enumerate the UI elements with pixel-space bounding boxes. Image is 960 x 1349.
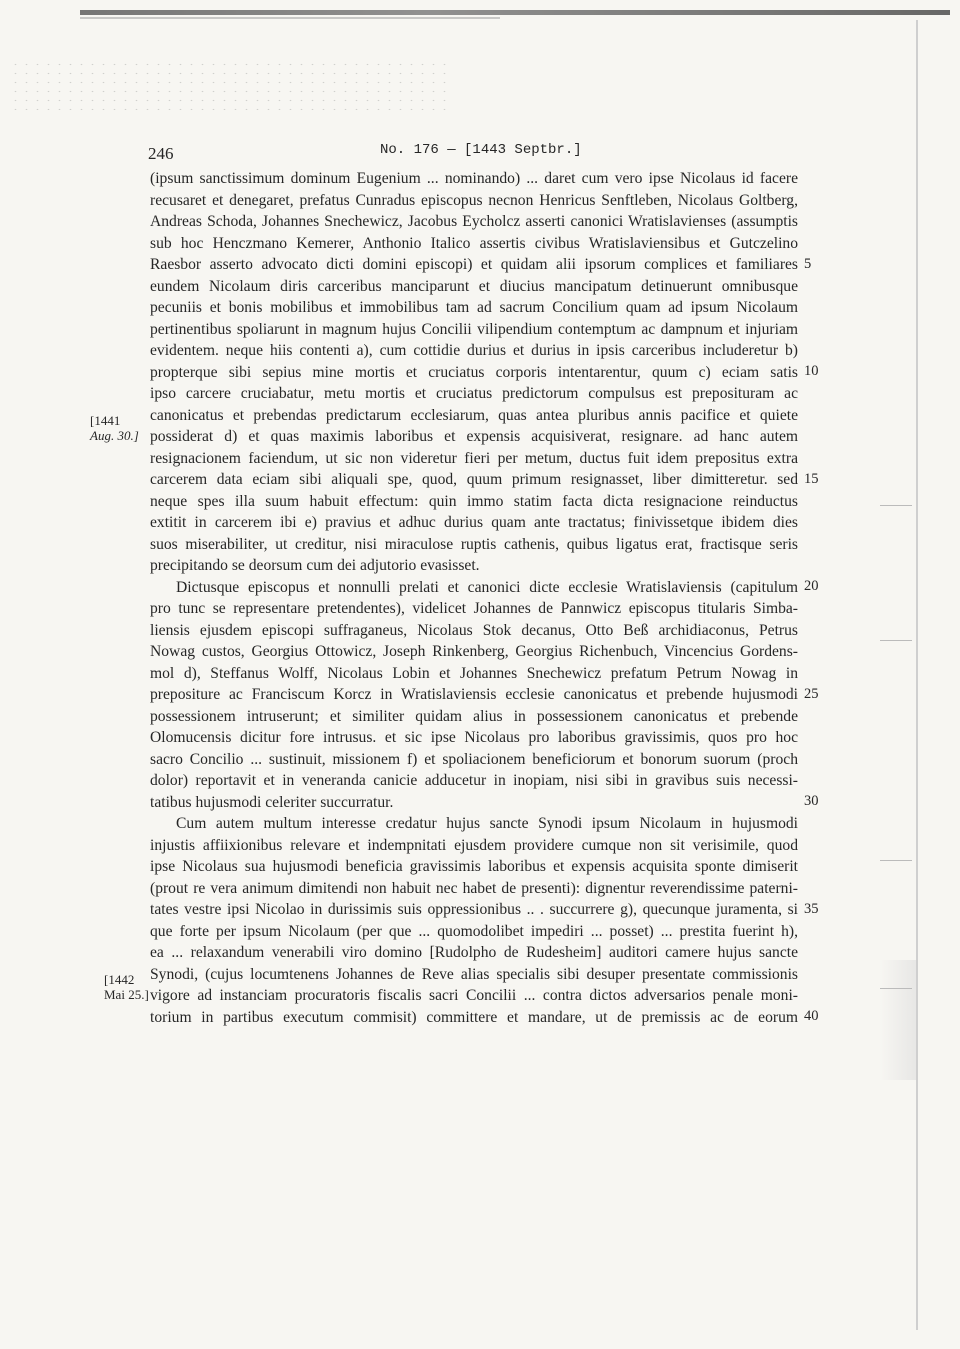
text-line: torium in partibus executum commisit) committere et mandare, ut de premissis ac de eorum — [150, 1008, 798, 1026]
text-line: propterque sibi sepius mine mortis et cruciatus corporis intentarentur, quum c) eciam satis — [150, 363, 798, 381]
text-line: precipitando se deorsum cum dei adjutorio evasisset. — [150, 557, 480, 574]
text-line: (prout re vera animum dimitendi non habuit nec habet de presenti): dignentur reverendissime paterni- — [150, 879, 798, 897]
scan-shadow-right — [880, 960, 916, 1080]
scan-edge-tick — [880, 505, 912, 506]
text-line: (ipsum sanctissimum dominum Eugenium ... nominando) ... daret cum vero ipse Nicolaus id facere — [150, 170, 798, 187]
text-line: pro tunc se representare pretendentes), videlicet Johannes de Pannwicz episcopus titularis Simba- — [150, 600, 798, 617]
page-header — [148, 140, 798, 164]
text-line: extitit in carcerem ibi e) pravius et adhuc durius quam ante tractatus; finivissetque ibidem dies — [150, 514, 798, 531]
text-line: dolor) reportavit et in veneranda canicie adducetur in inopiam, nisi sibi in gravibus suis necessi- — [150, 772, 798, 789]
text-line: Cum autem multum interesse credatur hujus sancte Synodi ipsum Nicolaum in hujusmodi — [176, 815, 798, 832]
scan-border-right — [916, 20, 918, 1330]
line-number: 40 — [804, 1008, 819, 1024]
text-line: neque spes illa suum habuit effectum: quin immo statim facta dicta resignacione reinductus — [150, 492, 798, 510]
text-line: suos miserabiliter, ut creditur, nisi miraculose ruptis cathenis, quibus ligatus erat, fractisque seris — [150, 535, 798, 553]
text-line: carcerem data eciam sibi aliquali spe, quod, quum primum resignasset, liber dimitteretur. sed — [150, 471, 798, 488]
text-line: canonicatus et prebendas predictarum ecclesiarum, quas antea pluribus annis pacifice et quiete — [150, 406, 798, 424]
line-number: 15 — [804, 471, 819, 487]
margin-note-date — [104, 972, 149, 1002]
scan-edge-tick — [880, 860, 912, 861]
running-head: No. 176 — [1443 Septbr.] — [380, 142, 582, 158]
page-number: 246 — [148, 144, 174, 163]
margin-note-year: [1442 — [104, 972, 135, 987]
text-line: tatibus hujusmodi celeriter succurratur. — [150, 793, 394, 811]
margin-note-year: [1441 — [90, 413, 121, 428]
text-line: Dictusque episcopus et nonnulli prelati et canonici dicte ecclesie Wratislaviensis (capitulum — [176, 578, 798, 596]
line-number: 30 — [804, 793, 819, 809]
line-number: 20 — [804, 578, 819, 594]
text-line: evidentem. neque hiis contenti a), cum cottidie durius et durius in ipsis carceribus includeretur b) — [150, 342, 798, 359]
text-line: Synodi, (cujus locumtenens Johannes de Reve alias specialis sibi desuper presentate commissionis — [150, 965, 798, 983]
document-body — [150, 168, 798, 1028]
text-line: resignacionem faciendum, ut sic non videretur fieri per metum, ductus fuit idem prepositus extra — [150, 449, 798, 467]
text-line: eundem Nicolaum diris carceribus manciparunt et diucius mancipatum detinuerunt omnibusque — [150, 277, 798, 295]
line-number: 10 — [804, 363, 819, 379]
line-number: 35 — [804, 901, 819, 917]
text-line: possiderat d) et quas maximis laboribus et expensis acquisiverat, resignare. ad hanc autem — [150, 428, 798, 445]
text-line: pertinentibus spoliarunt in magnum hujus Concilii vilipendium contemptum ac dampnum et injuriam — [150, 320, 798, 338]
scan-edge-tick — [880, 988, 912, 989]
scan-artifact-noise — [10, 60, 450, 110]
text-line: pecuniis et bonis mobilibus et immobilibus tam ad sacrum Concilium quam ad ipsum Nicolaum — [150, 299, 798, 316]
line-number: 25 — [804, 686, 819, 702]
text-line: prepositure ac Franciscum Korcz in Wratislaviensis ecclesie canonicatus et prebende hujusmodi — [150, 686, 798, 703]
text-line: Olomucensis dicitur fore intrusus. et sic ipse Nicolaus pro laboribus gravissimis, quos pro hoc — [150, 729, 798, 746]
scan-edge-tick — [880, 640, 912, 641]
text-line: sub hoc Henczmano Kemerer, Anthonio Italico assertis civibus Wratislaviensibus et Gutczelino — [150, 234, 798, 252]
text-line: Andreas Schoda, Johannes Snechewicz, Jacobus Eycholcz asserti canonici Wratislavienses (assumptis — [150, 213, 798, 230]
text-line: tates vestre ipsi Nicolao in durissimis suis oppressionibus .. . succurrere g), quecunque juramenta, si — [150, 901, 798, 918]
text-line: Nowag custos, Georgius Ottowicz, Joseph Rinkenberg, Georgius Richenbuch, Vincencius Gordens- — [150, 643, 798, 660]
text-line: recusaret et denegaret, prefatus Cunradus episcopus necnon Henricus Senftleben, Nicolaus Goltberg, — [150, 191, 798, 209]
line-number: 5 — [804, 256, 812, 272]
scan-border-top-secondary — [80, 17, 500, 19]
scan-border-top — [80, 10, 950, 15]
text-line: possessionem intruserunt; et similiter quidam alius in possessionem canonicatus et prebende — [150, 707, 798, 725]
text-line: ipse Nicolaus sua hujusmodi beneficia gravissimis laboribus et expensis acquisita sponte dimiserit — [150, 858, 798, 875]
text-line: liensis ejusdem episcopi suffraganeus, Nicolaus Stok decanus, Otto Beß archidiaconus, Petrus — [150, 621, 798, 639]
text-line: que forte per ipsum Nicolaum (per que ... quomodolibet impediri ... posset) ... prestita fuerint h), — [150, 922, 798, 940]
text-line: ea ... relaxandum venerabili viro domino [Rudolpho de Rudesheim] auditori camere hujus sancte — [150, 944, 798, 961]
text-line: mol d), Steffanus Wolff, Nicolaus Lobin et Johannes Snechewicz prefatum Petrum Nowag in — [150, 664, 798, 682]
text-line: Raesbor asserto advocato dicti domini episcopi) et quidam alii ipsorum complices et familiares — [150, 256, 798, 273]
text-line: injustis affiixionibus relevare et indempnitati ejusdem providere cumque non sit verisimile, quod — [150, 836, 798, 854]
text-line: vigore ad instanciam procuratoris fiscalis sacri Concilii ... contra dictos adversarios penale moni- — [150, 987, 798, 1004]
margin-note-day: Mai 25.] — [104, 987, 149, 1002]
margin-note-date — [90, 413, 139, 443]
margin-note-day: Aug. 30.] — [90, 428, 139, 443]
text-line: ipso carcere cruciabatur, metu mortis et cruciatus predictorum compulsus est preposituram ac — [150, 385, 798, 402]
text-line: sacro Concilio ... sustinuit, missionem f) et spoliacionem beneficiorum et bonorum suorum (proch — [150, 750, 798, 768]
